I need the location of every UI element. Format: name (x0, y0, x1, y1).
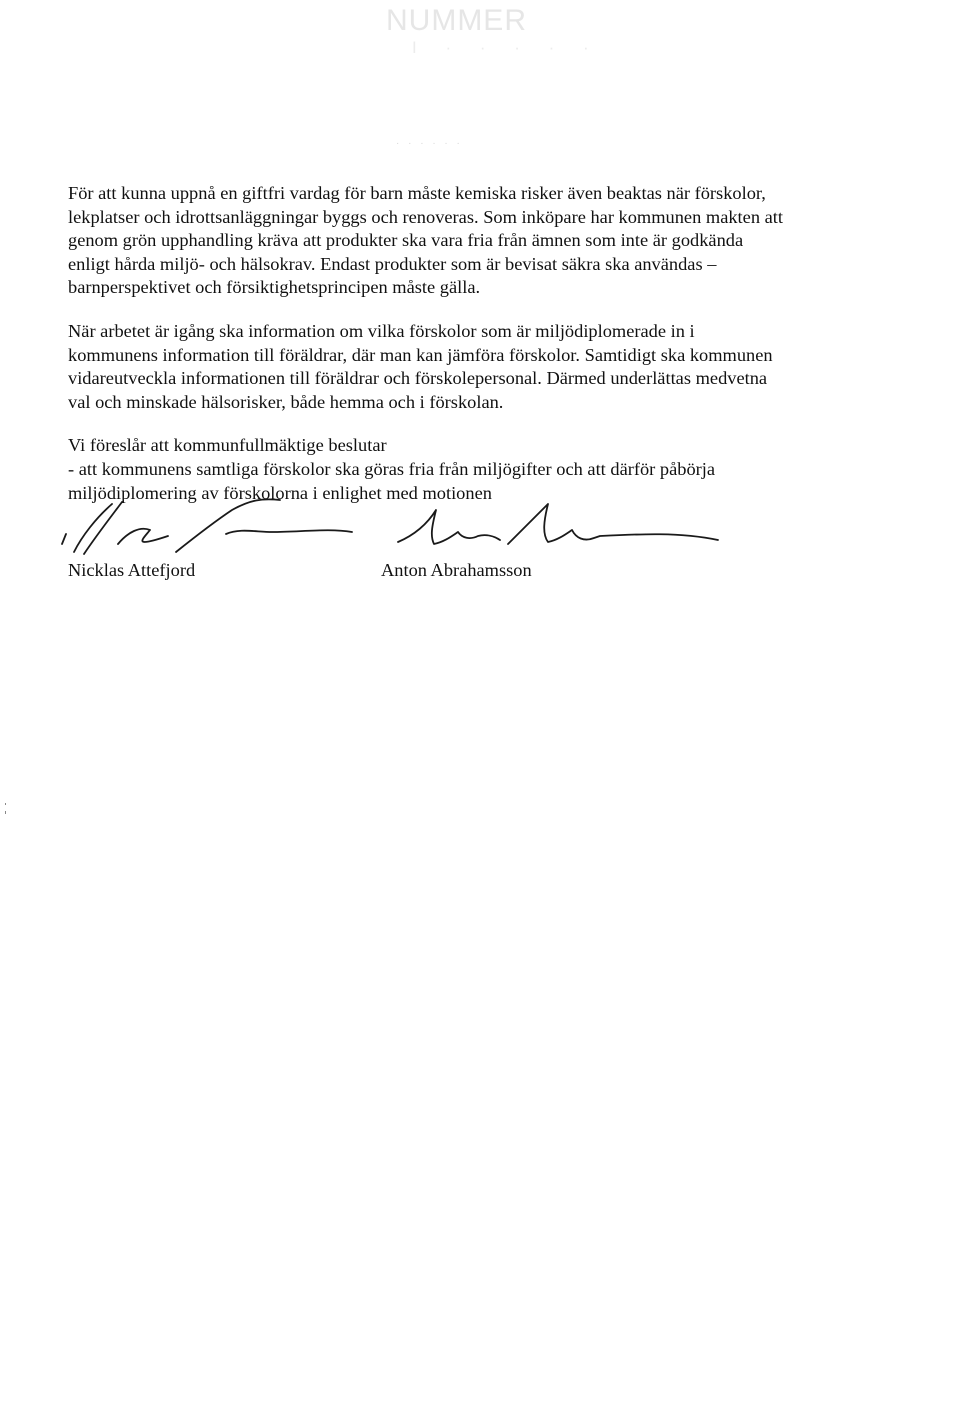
paragraph-proposal (68, 434, 828, 505)
letterhead-date-stamp: · · · · · · (396, 138, 463, 149)
text-line: vidareutveckla informationen till föräldrar och förskolepersonal. Därmed underlättas medvetna (68, 368, 768, 389)
text-line: För att kunna uppnå en giftfri vardag för barn måste kemiska risker även beaktas när förskolor, (68, 183, 766, 203)
text-line: När arbetet är igång ska information om vilka förskolor som är miljödiplomerade in i (68, 320, 695, 341)
text-line: Vi föreslår att kommunfullmäktige beslutar (68, 435, 387, 456)
letterhead (340, 0, 660, 160)
text-line: - att kommunens samtliga förskolor ska göras fria från miljögifter och att därför påbörja (68, 458, 716, 479)
handwritten-signatures (0, 496, 960, 566)
text-line: val och minskade hälsorisker, både hemma och i förskolan. (68, 391, 504, 412)
scan-margin-mark (4, 802, 7, 816)
paragraph-kemiska-risker (68, 182, 828, 300)
text-line: miljödiplomering av förskolorna i enlighet med motionen (68, 482, 492, 503)
text-line: barnperspektivet och försiktighetsprincipen måste gälla. (68, 277, 481, 298)
letterhead-name: NUMMER (386, 4, 527, 37)
signature-attefjord (62, 499, 352, 554)
signer-name: Nicklas Attefjord (68, 560, 196, 580)
letterhead-subline: I · · · · · (412, 38, 601, 57)
signature-block (0, 496, 960, 596)
signature-abrahamsson (398, 504, 718, 544)
text-line: genom grön upphandling kräva att produkter ska vara fria från ämnen som inte är godkända (68, 230, 744, 251)
text-line: lekplatser och idrottsanläggningar byggs och renoveras. Som inköpare har kommunen makten att (68, 206, 783, 227)
signer-name: Anton Abrahamsson (381, 560, 532, 580)
text-line: kommunens information till föräldrar, där man kan jämföra förskolor. Samtidigt ska kommunen (68, 344, 773, 365)
text-line: enligt hårda miljö- och hälsokrav. Endast produkter som är bevisat säkra ska användas – (68, 253, 717, 274)
motion-body (68, 182, 828, 525)
paragraph-information (68, 320, 828, 414)
